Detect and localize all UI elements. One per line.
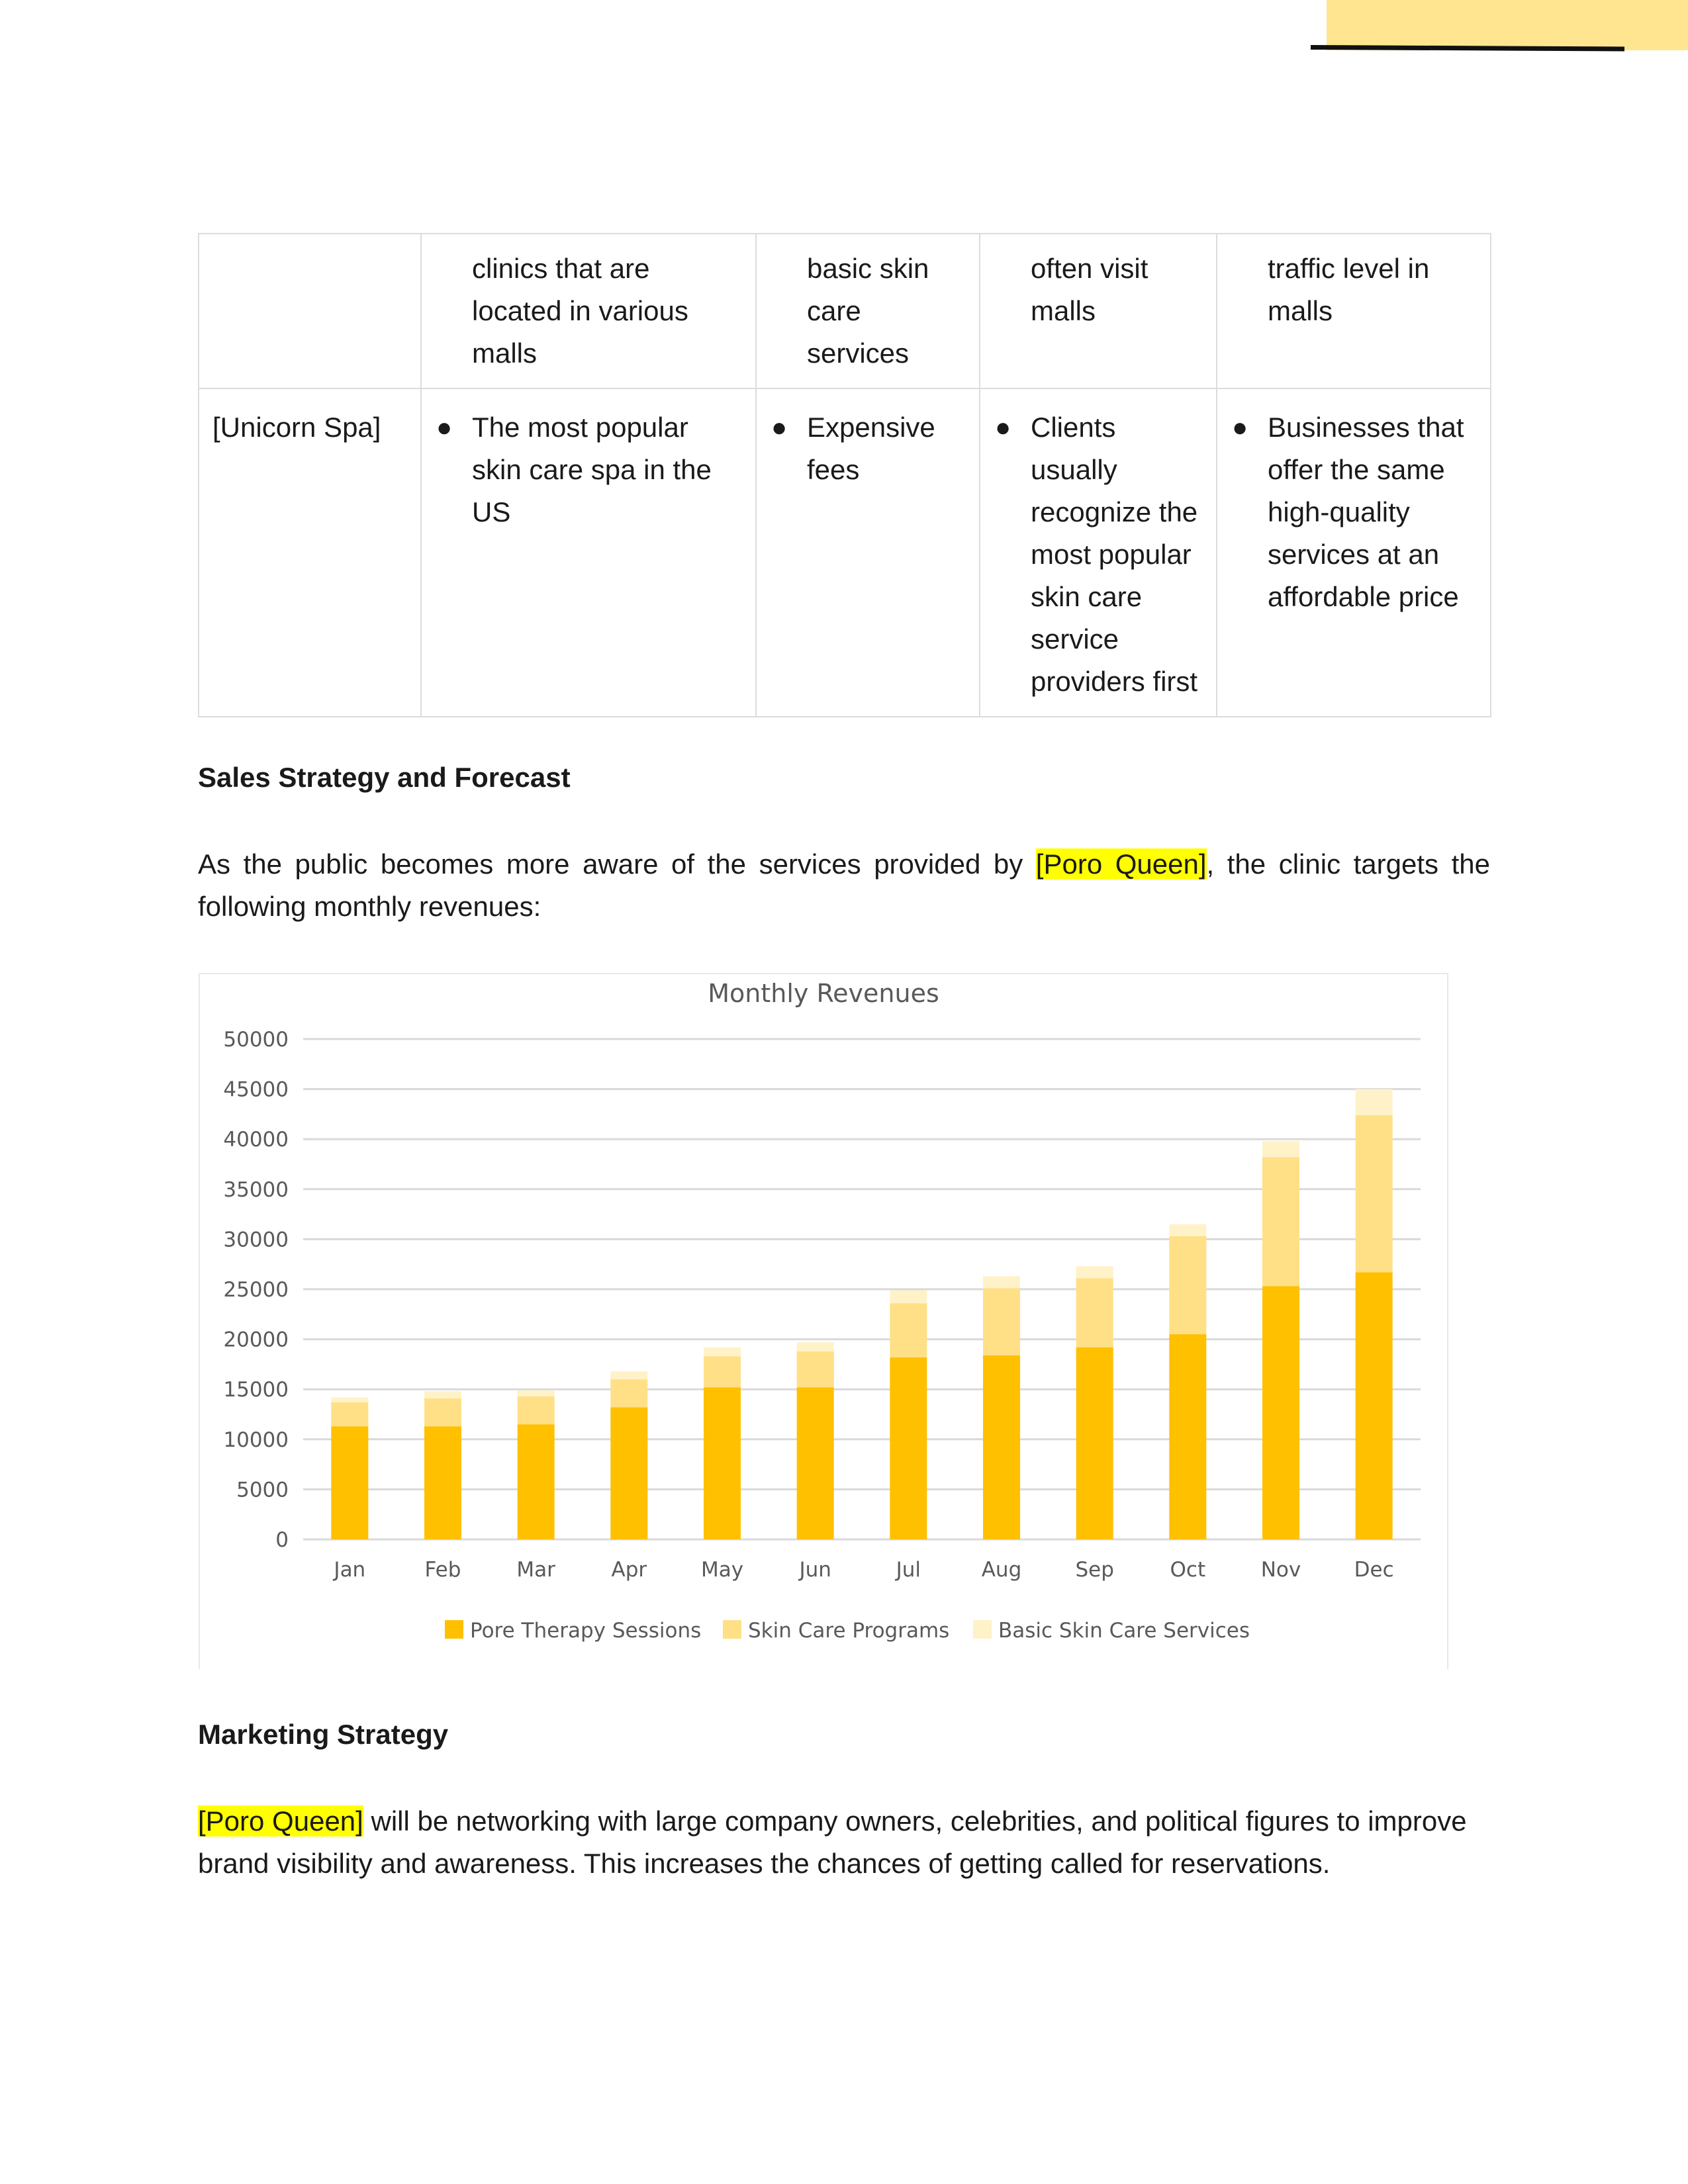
bar-segment	[518, 1424, 555, 1539]
bar-segment	[331, 1402, 368, 1426]
table-cell	[980, 234, 1217, 388]
x-tick-label: Aug	[981, 1558, 1022, 1582]
cell-text: traffic level in malls	[1268, 253, 1430, 326]
bar-segment	[518, 1396, 555, 1424]
legend-swatch	[973, 1620, 992, 1639]
weakness-text: Expensive fees	[807, 412, 935, 485]
bar-segment	[1076, 1266, 1113, 1278]
table-cell	[421, 234, 756, 388]
table-row	[199, 234, 1491, 388]
bar-segment	[797, 1351, 834, 1387]
competitor-name: [Unicorn Spa]	[212, 412, 381, 443]
bar-segment	[1356, 1115, 1393, 1272]
y-tick-label: 40000	[223, 1128, 289, 1152]
bar-segment	[704, 1347, 741, 1357]
table-cell	[980, 388, 1217, 717]
x-tick-label: Sep	[1075, 1558, 1114, 1582]
y-tick-label: 30000	[223, 1228, 289, 1252]
bar-segment	[1262, 1286, 1299, 1539]
x-tick-label: Nov	[1260, 1558, 1301, 1582]
bullet-icon: ●	[1232, 413, 1248, 442]
x-tick-label: Apr	[611, 1558, 647, 1582]
threat-text: Businesses that offer the same high-quality services at an affordable price	[1268, 412, 1464, 612]
x-tick-label: May	[700, 1558, 744, 1582]
bar-segment	[424, 1391, 461, 1398]
company-highlight: [Poro Queen]	[1035, 848, 1207, 880]
table-row	[199, 388, 1491, 717]
chart-title: Monthly Revenues	[708, 979, 939, 1008]
bar-segment	[1356, 1272, 1393, 1539]
bar-segment	[1169, 1224, 1206, 1236]
legend-swatch	[723, 1620, 741, 1639]
bullet-icon: ●	[436, 413, 453, 442]
table-cell	[756, 388, 980, 717]
cell-text: often visit malls	[1031, 253, 1149, 326]
bar-segment	[424, 1426, 461, 1539]
x-tick-label: Oct	[1170, 1558, 1206, 1582]
y-tick-label: 20000	[223, 1328, 289, 1352]
bar-segment	[1169, 1236, 1206, 1334]
bar-segment	[983, 1276, 1020, 1288]
bar-segment	[610, 1407, 647, 1539]
marketing-heading: Marketing Strategy	[198, 1719, 449, 1750]
bar-segment	[331, 1397, 368, 1402]
bar-segment	[424, 1398, 461, 1426]
legend-swatch	[445, 1620, 463, 1639]
table-cell	[421, 388, 756, 717]
bar-segment	[1076, 1347, 1113, 1539]
x-tick-label: Jul	[896, 1558, 921, 1582]
bar-segment	[704, 1387, 741, 1539]
header-accent-block	[1327, 0, 1688, 50]
legend-label: Basic Skin Care Services	[998, 1619, 1250, 1643]
bar-segment	[1356, 1089, 1393, 1115]
bar-segment	[890, 1291, 927, 1304]
bar-segment	[983, 1355, 1020, 1539]
x-tick-label: Dec	[1354, 1558, 1394, 1582]
strength-text: The most popular skin care spa in the US	[472, 412, 712, 527]
x-tick-label: Jan	[334, 1558, 366, 1582]
bar-segment	[1169, 1334, 1206, 1539]
table-cell	[1217, 388, 1491, 717]
bar-segment	[610, 1371, 647, 1379]
bar-segment	[797, 1387, 834, 1539]
chart-svg	[200, 974, 1447, 1670]
bar-segment	[890, 1357, 927, 1539]
bar-segment	[610, 1379, 647, 1407]
y-tick-label: 50000	[223, 1028, 289, 1052]
monthly-revenues-chart	[199, 973, 1448, 1669]
y-tick-label: 0	[275, 1528, 289, 1552]
bullet-icon: ●	[995, 413, 1011, 442]
bar-segment	[704, 1356, 741, 1387]
bar-segment	[331, 1426, 368, 1539]
legend-label: Pore Therapy Sessions	[470, 1619, 702, 1643]
table-cell	[1217, 234, 1491, 388]
y-tick-label: 5000	[236, 1478, 289, 1502]
x-tick-label: Jun	[799, 1558, 831, 1582]
bar-segment	[890, 1303, 927, 1357]
table-cell-name	[199, 388, 421, 717]
x-tick-label: Feb	[424, 1558, 461, 1582]
bar-segment	[983, 1288, 1020, 1355]
sales-paragraph: As the public becomes more aware of the services provided by [Poro Queen], the clinic targets the following monthly revenues:	[198, 848, 1490, 922]
y-tick-label: 10000	[223, 1428, 289, 1452]
y-tick-label: 25000	[223, 1278, 289, 1302]
bullet-icon: ●	[771, 413, 788, 442]
marketing-paragraph: [Poro Queen] will be networking with large company owners, celebrities, and political figures to improve brand visibility and awareness. This increases the chances of getting called for reservations.	[198, 1805, 1467, 1879]
y-tick-label: 35000	[223, 1177, 289, 1202]
opportunity-text: Clients usually recognize the most popular skin care service providers first	[1031, 412, 1198, 697]
table-cell-name	[199, 234, 421, 388]
bar-segment	[1262, 1141, 1299, 1157]
table-cell	[756, 234, 980, 388]
bar-segment	[518, 1390, 555, 1396]
y-tick-label: 45000	[223, 1077, 289, 1102]
cell-text: basic skin care services	[807, 253, 929, 369]
legend-label: Skin Care Programs	[748, 1619, 950, 1643]
header-accent-line	[1311, 45, 1624, 51]
y-tick-label: 15000	[223, 1378, 289, 1402]
competitor-table	[198, 233, 1491, 717]
bar-segment	[1262, 1157, 1299, 1286]
x-tick-label: Mar	[516, 1558, 555, 1582]
cell-text: clinics that are located in various malls	[472, 253, 688, 369]
bar-segment	[1076, 1278, 1113, 1347]
sales-heading: Sales Strategy and Forecast	[198, 762, 571, 793]
company-highlight: [Poro Queen]	[198, 1805, 363, 1837]
bar-segment	[797, 1342, 834, 1351]
